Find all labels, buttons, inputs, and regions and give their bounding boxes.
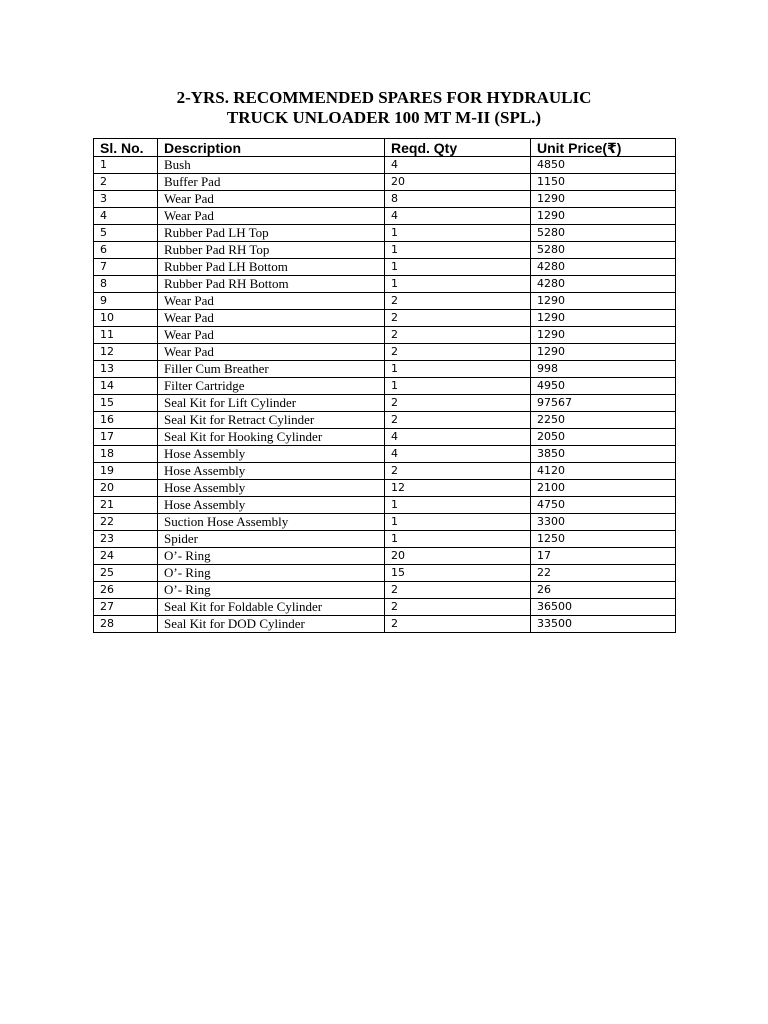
cell-reqd-qty: 1	[385, 378, 531, 395]
cell-reqd-qty: 2	[385, 310, 531, 327]
cell-description: Filler Cum Breather	[158, 361, 385, 378]
table-row	[94, 599, 676, 616]
cell-description: Bush	[158, 157, 385, 174]
cell-unit-price: 998	[531, 361, 676, 378]
table-row	[94, 310, 676, 327]
cell-unit-price: 4120	[531, 463, 676, 480]
cell-reqd-qty: 8	[385, 191, 531, 208]
cell-description: Hose Assembly	[158, 463, 385, 480]
cell-description: Seal Kit for Foldable Cylinder	[158, 599, 385, 616]
cell-sl-no: 20	[94, 480, 158, 497]
cell-reqd-qty: 20	[385, 548, 531, 565]
cell-reqd-qty: 1	[385, 242, 531, 259]
cell-reqd-qty: 20	[385, 174, 531, 191]
cell-description: Suction Hose Assembly	[158, 514, 385, 531]
cell-description: O’- Ring	[158, 565, 385, 582]
cell-sl-no: 11	[94, 327, 158, 344]
title-line-1: 2-YRS. RECOMMENDED SPARES FOR HYDRAULIC	[176, 88, 592, 107]
cell-description: Wear Pad	[158, 293, 385, 310]
cell-sl-no: 15	[94, 395, 158, 412]
cell-reqd-qty: 2	[385, 616, 531, 633]
cell-sl-no: 17	[94, 429, 158, 446]
cell-description: Buffer Pad	[158, 174, 385, 191]
table-header-row	[94, 139, 676, 157]
table-row	[94, 208, 676, 225]
cell-unit-price: 4750	[531, 497, 676, 514]
cell-description: Wear Pad	[158, 344, 385, 361]
table-row	[94, 361, 676, 378]
cell-sl-no: 8	[94, 276, 158, 293]
cell-unit-price: 97567	[531, 395, 676, 412]
cell-reqd-qty: 4	[385, 157, 531, 174]
cell-sl-no: 23	[94, 531, 158, 548]
cell-sl-no: 10	[94, 310, 158, 327]
cell-sl-no: 21	[94, 497, 158, 514]
table-row	[94, 531, 676, 548]
cell-sl-no: 7	[94, 259, 158, 276]
cell-description: Wear Pad	[158, 310, 385, 327]
cell-sl-no: 3	[94, 191, 158, 208]
cell-sl-no: 2	[94, 174, 158, 191]
table-body	[94, 157, 676, 633]
table-row	[94, 616, 676, 633]
cell-sl-no: 25	[94, 565, 158, 582]
table-row	[94, 446, 676, 463]
cell-reqd-qty: 1	[385, 276, 531, 293]
title-line-2: TRUCK UNLOADER 100 MT M-II (SPL.)	[226, 108, 542, 127]
table-row	[94, 225, 676, 242]
cell-sl-no: 6	[94, 242, 158, 259]
cell-reqd-qty: 2	[385, 599, 531, 616]
table-row	[94, 327, 676, 344]
table-row	[94, 174, 676, 191]
cell-reqd-qty: 4	[385, 208, 531, 225]
table-row	[94, 259, 676, 276]
cell-description: Wear Pad	[158, 191, 385, 208]
header-sl-no: Sl. No.	[94, 139, 158, 157]
table-row	[94, 429, 676, 446]
table-row	[94, 412, 676, 429]
cell-reqd-qty: 1	[385, 531, 531, 548]
cell-unit-price: 1290	[531, 310, 676, 327]
cell-reqd-qty: 2	[385, 582, 531, 599]
cell-description: Hose Assembly	[158, 480, 385, 497]
cell-sl-no: 1	[94, 157, 158, 174]
cell-reqd-qty: 1	[385, 514, 531, 531]
cell-sl-no: 24	[94, 548, 158, 565]
table-row	[94, 565, 676, 582]
cell-reqd-qty: 2	[385, 395, 531, 412]
cell-sl-no: 12	[94, 344, 158, 361]
cell-description: Rubber Pad LH Bottom	[158, 259, 385, 276]
cell-reqd-qty: 1	[385, 361, 531, 378]
cell-description: Rubber Pad LH Top	[158, 225, 385, 242]
table-row	[94, 514, 676, 531]
table-row	[94, 548, 676, 565]
cell-sl-no: 26	[94, 582, 158, 599]
cell-reqd-qty: 2	[385, 327, 531, 344]
table-row	[94, 344, 676, 361]
cell-description: Wear Pad	[158, 208, 385, 225]
cell-unit-price: 4280	[531, 276, 676, 293]
cell-unit-price: 33500	[531, 616, 676, 633]
cell-reqd-qty: 2	[385, 463, 531, 480]
cell-description: Seal Kit for Retract Cylinder	[158, 412, 385, 429]
cell-unit-price: 1290	[531, 327, 676, 344]
cell-unit-price: 2100	[531, 480, 676, 497]
cell-reqd-qty: 2	[385, 293, 531, 310]
cell-sl-no: 13	[94, 361, 158, 378]
cell-sl-no: 28	[94, 616, 158, 633]
cell-description: Filter Cartridge	[158, 378, 385, 395]
cell-unit-price: 4280	[531, 259, 676, 276]
cell-description: Seal Kit for Lift Cylinder	[158, 395, 385, 412]
cell-unit-price: 1290	[531, 293, 676, 310]
cell-reqd-qty: 1	[385, 225, 531, 242]
header-reqd-qty: Reqd. Qty	[385, 139, 531, 157]
table-row	[94, 497, 676, 514]
cell-unit-price: 4850	[531, 157, 676, 174]
table-row	[94, 395, 676, 412]
cell-unit-price: 1290	[531, 191, 676, 208]
cell-unit-price: 22	[531, 565, 676, 582]
cell-reqd-qty: 2	[385, 412, 531, 429]
cell-unit-price: 1150	[531, 174, 676, 191]
cell-sl-no: 19	[94, 463, 158, 480]
cell-description: Seal Kit for Hooking Cylinder	[158, 429, 385, 446]
cell-unit-price: 36500	[531, 599, 676, 616]
cell-reqd-qty: 2	[385, 344, 531, 361]
cell-unit-price: 1290	[531, 208, 676, 225]
cell-description: Rubber Pad RH Top	[158, 242, 385, 259]
cell-sl-no: 18	[94, 446, 158, 463]
cell-description: O’- Ring	[158, 548, 385, 565]
cell-description: Hose Assembly	[158, 497, 385, 514]
cell-unit-price: 2050	[531, 429, 676, 446]
spares-table	[93, 138, 676, 633]
cell-unit-price: 1250	[531, 531, 676, 548]
cell-reqd-qty: 15	[385, 565, 531, 582]
cell-sl-no: 4	[94, 208, 158, 225]
cell-unit-price: 26	[531, 582, 676, 599]
cell-description: Rubber Pad RH Bottom	[158, 276, 385, 293]
cell-sl-no: 27	[94, 599, 158, 616]
cell-reqd-qty: 1	[385, 259, 531, 276]
table-row	[94, 242, 676, 259]
table-row	[94, 276, 676, 293]
table-row	[94, 378, 676, 395]
cell-reqd-qty: 4	[385, 429, 531, 446]
table-row	[94, 293, 676, 310]
cell-reqd-qty: 1	[385, 497, 531, 514]
header-unit-price: Unit Price(₹)	[531, 139, 676, 157]
cell-unit-price: 5280	[531, 242, 676, 259]
cell-description: O’- Ring	[158, 582, 385, 599]
cell-unit-price: 2250	[531, 412, 676, 429]
table-row	[94, 191, 676, 208]
header-description: Description	[158, 139, 385, 157]
cell-unit-price: 3850	[531, 446, 676, 463]
table-row	[94, 582, 676, 599]
cell-description: Seal Kit for DOD Cylinder	[158, 616, 385, 633]
cell-sl-no: 5	[94, 225, 158, 242]
cell-unit-price: 4950	[531, 378, 676, 395]
cell-unit-price: 3300	[531, 514, 676, 531]
cell-description: Wear Pad	[158, 327, 385, 344]
cell-sl-no: 16	[94, 412, 158, 429]
cell-unit-price: 17	[531, 548, 676, 565]
cell-unit-price: 5280	[531, 225, 676, 242]
cell-unit-price: 1290	[531, 344, 676, 361]
cell-sl-no: 14	[94, 378, 158, 395]
table-row	[94, 157, 676, 174]
cell-sl-no: 22	[94, 514, 158, 531]
cell-reqd-qty: 4	[385, 446, 531, 463]
cell-sl-no: 9	[94, 293, 158, 310]
document-title	[93, 88, 675, 128]
cell-description: Hose Assembly	[158, 446, 385, 463]
cell-reqd-qty: 12	[385, 480, 531, 497]
table-row	[94, 463, 676, 480]
table-row	[94, 480, 676, 497]
cell-description: Spider	[158, 531, 385, 548]
